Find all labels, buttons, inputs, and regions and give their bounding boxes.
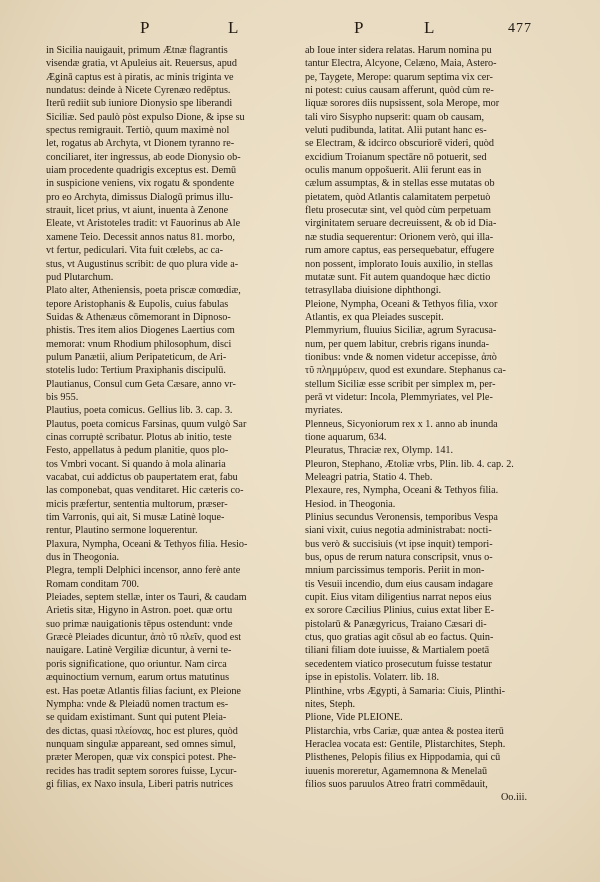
right-column-line: Meleagri patria, Statio 4. Theb.: [305, 472, 433, 483]
left-column-line: spectus remigrauit. Tertiò, quum maximè nol: [46, 125, 230, 137]
right-column-line: Plenneus, Sicyoniorum rex x 1. anno ab inunda: [305, 418, 498, 430]
left-column-line: rentur, Plautino sermone loquerentur.: [46, 525, 198, 537]
header-left-letter-p: P: [140, 18, 156, 37]
right-column-line: bus verò & succisiuis (vt ipse inquit) tempori-: [305, 538, 493, 550]
right-column-line: nites, Steph.: [305, 698, 356, 710]
right-column-line: Plisthenes, Pelopis filius ex Hippodamia, qui cū: [305, 752, 501, 764]
left-column-line: Plautianus, Consul cum Geta Cæsare, anno vr-: [46, 378, 236, 390]
right-column-line: Plexaure, res, Nympha, Oceani & Tethyos filia.: [305, 485, 499, 497]
left-column-line: dus in Theogonia.: [46, 552, 120, 564]
right-column-line: ab Ioue inter sidera relatas. Harum nomina pu: [305, 45, 492, 56]
left-column-line: Plegra, templi Delphici incensor, anno ferè ante: [46, 565, 241, 577]
right-column-line: tiliani filiam dote iuuisse, & Martialem poetā: [305, 645, 490, 657]
right-column-line: mnium parcissimus temporis. Periit in mon-: [305, 565, 485, 577]
header-right-letter-p: P: [354, 18, 370, 37]
left-column-line: nunquam singulæ appareant, sed omnes simul,: [46, 738, 236, 750]
left-column-line: Romam conditam 700.: [46, 578, 140, 590]
right-column-line: tione aquarum, 634.: [305, 431, 387, 443]
signature-mark: Oo.iii.: [500, 792, 527, 804]
left-column-line: pulum Panætii, alium Peripateticum, de Ari-: [46, 351, 227, 363]
left-column-line: cinas corruptè scribatur. Plotus ab initio, teste: [46, 431, 232, 443]
header-right-letter-l: L: [424, 18, 441, 37]
left-column-line: nauigare. Latinè Vergiliæ dicuntur, à verni te-: [46, 645, 232, 657]
right-column-line: tis Vesuii incendio, dum eius causam indagare: [305, 578, 493, 590]
left-column-line: las componebat, quas venditaret. Hic cæteris co-: [46, 485, 244, 497]
left-column-line: Æginā captus est à piratis, ac minis triginta ve: [46, 71, 234, 83]
right-column-line: non possent, implorato Iouis auxilio, in stellas: [305, 258, 493, 270]
left-text-column: [46, 44, 304, 791]
left-column-line: Plato alter, Atheniensis, poeta priscæ comœdiæ,: [46, 285, 241, 297]
right-column-line: excidium Troianum spectāre nō potuerit, sed: [305, 151, 487, 163]
left-column-line: Græcè Pleiades dicuntur, ἀπὸ τῦ πλεῖν, quod est: [46, 632, 242, 644]
running-header: [0, 18, 600, 40]
right-column-line: stellum Siciliæ esse scribit per simplex m, per-: [305, 378, 496, 390]
right-column-line: Plinius secundus Veronensis, temporibus Vespa: [305, 512, 498, 524]
left-column-line: præter Meropen, quæ vix conspici potest. Phe-: [46, 752, 237, 764]
right-column-line: secedentem viatico prosecutum fuisse testatur: [305, 658, 492, 670]
right-column-line: ni potest: cuius causam afferunt, quòd cùm re-: [305, 85, 494, 97]
left-column-line: recides has tradit septem sorores fuisse, Lycur-: [46, 765, 237, 777]
right-column-line: ex sorore Cæcilius Plinius, cuius extat liber E-: [305, 605, 495, 617]
right-column-line: Atlantis, ex qua Pleiades suscepit.: [305, 311, 444, 323]
right-column-line: iuuenis moreretur, Agamemnona & Menelaū: [305, 765, 488, 777]
right-column-line: Pleuratus, Thraciæ rex, Olymp. 141.: [305, 445, 454, 457]
right-column-line: bus, opus de rerum natura conscripsit, vnus o-: [305, 552, 493, 564]
left-column-line: tim Varronis, qui ait, Si musæ Latinè loque-: [46, 512, 225, 524]
right-column-line: cupit. Eius vitam diligentius narrat nepos eius: [305, 592, 492, 604]
left-column-line: tos Vmbri vocant. Si quando à mola alinaria: [46, 458, 226, 470]
left-column-line: gi filias, ex Naxo insula, Liberi patris nutrices: [46, 778, 234, 790]
right-column-line: τῦ πλημμύρειν, quod est exundare. Stephanus ca-: [305, 365, 506, 377]
left-column-line: uiam procedente quadrigis exceptus est. Demū: [46, 165, 237, 177]
right-column-line: tionibus: vnde & nomen videtur accepisse, ἀπὸ: [305, 351, 497, 363]
right-column-line: næ studia sequerentur: Orionem verò, qui illa-: [305, 231, 494, 243]
right-column-line: num, per quem labitur, crebris rigans inunda-: [305, 338, 490, 350]
left-column-line: stotelis ludo: Tertium Praxiphanis discipulū.: [46, 365, 226, 377]
right-column-line: ctus, quo gratias agit cōsul ab eo factus. Quin-: [305, 632, 494, 644]
right-column-line: rum amore captus, eas persequebatur, effugere: [305, 245, 495, 257]
left-column-line: bis 955.: [46, 391, 79, 403]
right-column-line: Plinthine, vrbs Ægypti, à Samaria: Ciuis, Plinthi-: [305, 685, 506, 697]
right-column-line: oculis manum oppošuerit. Alii ferunt eas in: [305, 165, 482, 177]
right-column-line: pietatem, quòd Atlantis calamitatem perpetuò: [305, 191, 491, 203]
right-column-line: mutatæ sunt. Fit autem quandoque hæc dictio: [305, 271, 491, 283]
left-column-line: des dictas, quasi πλείονας, hoc est plures, quòd: [46, 725, 238, 737]
right-column-line: siani vixit, cuius negotia administrabat: nocti-: [305, 525, 492, 537]
left-column-line: Plautus, poeta comicus Farsinas, quum vulgò Sar: [46, 418, 247, 430]
left-column-line: micis præfertur, sententia multorum, præser-: [46, 498, 228, 510]
right-column-line: tali viro Sisypho nupserit: quam ob causam,: [305, 111, 485, 123]
left-column-line: Siciliæ. Sed paulò pòst expulso Dione, & ipse su: [46, 111, 245, 123]
left-column-line: Arietis sitæ, Higyno in Astron. poet. quæ ortu: [46, 605, 233, 617]
left-column-line: æquinoctium vernum, earum ortus matutinus: [46, 672, 230, 684]
left-column-line: Plautius, poeta comicus. Gellius lib. 3. cap. 3.: [46, 405, 233, 417]
left-column-line: est. Has poetæ Atlantis filias faciunt, ex Pleione: [46, 685, 241, 697]
right-column-line: Plemmyrium, fluuius Siciliæ, agrum Syracusa-: [305, 325, 497, 337]
left-column-line: Festo, appellatus à pedum planitie, quos plo-: [46, 445, 229, 457]
left-column-line: strauit, licet prius, vt aiunt, inuenta à Zenone: [46, 205, 229, 217]
right-column-line: tetrasyllaba diuisione diphthongi.: [305, 285, 442, 297]
left-column-line: tepore Aristophanis & Eupolis, cuius fabulas: [46, 298, 229, 310]
left-column-line: Eleate, vt Aristoteles tradit: vt Fauorinus ab Ale: [46, 218, 241, 230]
left-column-line: se quidam existimant. Sunt qui putent Pleia-: [46, 712, 227, 724]
right-column-line: pe, Taygete, Merope: quarum septima vix cer-: [305, 71, 493, 83]
right-column-line: liquæ sorores diis nupsissent, sola Merope, mor: [305, 98, 500, 110]
left-column-line: poris significatione, quo oriuntur. Nam circa: [46, 658, 227, 670]
right-column-line: Heraclea vocata est: Gentile, Plistarchites, Steph.: [305, 738, 506, 750]
left-column-line: stus, vt Augustinus scribit: de quo plura vide a-: [46, 258, 239, 270]
left-column-line: xamene Teio. Decessit annos natus 81. morbo,: [46, 231, 235, 243]
header-left-letter-l: L: [228, 18, 245, 37]
left-column-line: phistis. Tres item alios Diogenes Laertius com: [46, 325, 235, 337]
right-column-line: ipse in epistolis. Volaterr. lib. 18.: [305, 672, 440, 684]
right-column-line: perā vt videtur: Incola, Plemmyriates, vel Ple-: [305, 391, 493, 403]
right-column-line: filios suos paruulos Atreo fratri commēdauit,: [305, 778, 488, 790]
right-column-line: veluti pudibunda, latitat. Alii putant hanc es-: [305, 125, 487, 137]
left-column-line: nundatus: deinde à Nicete Cyrenæo redēptus.: [46, 85, 231, 97]
left-column-line: Pleiades, septem stellæ, inter os Tauri, & caudam: [46, 592, 247, 604]
right-column-line: Plistarchia, vrbs Cariæ, quæ antea & postea iterū: [305, 725, 504, 737]
left-column-line: Nympha: vnde & Pleiadū nomen tractum es-: [46, 698, 229, 710]
left-column-line: conciliaret, iter ingressus, ab eode Dionysio ob-: [46, 151, 241, 163]
left-column-line: suo primæ nauigationis tēpus ostendunt: vnde: [46, 618, 233, 630]
page-number: 477: [508, 21, 532, 36]
right-column-line: pistolarū & Panægyricus, Traiano Cæsari di-: [305, 618, 487, 630]
right-column-line: Pleione, Nympha, Oceani & Tethyos filia, vxor: [305, 298, 498, 310]
right-column-line: se Electram, & idcirco obscuriorē videri, quòd: [305, 138, 494, 150]
left-column-line: pro eo Archyta, dimissus Dialogū primus illu-: [46, 191, 234, 203]
left-column-line: vt fertur, pediculari. Vita fuit cœlebs, ac ca-: [46, 245, 223, 257]
right-column-line: Hesiod. in Theogonia.: [305, 498, 396, 510]
right-column-line: Pleuron, Stephano, Ætoliæ vrbs, Plin. lib. 4. cap. 2.: [305, 458, 514, 470]
left-column-line: visendæ gratia, vt Apuleius ait. Reuersus, apud: [46, 58, 237, 70]
left-column-line: in suspicione veniens, vix rogatu & spondente: [46, 178, 235, 190]
right-text-column: [305, 44, 567, 805]
left-column-line: let, rogatus ab Archyta, vt Dionem tyranno re-: [46, 138, 235, 150]
right-column-line: cælum assumptas, & in stellas esse mutatas ob: [305, 178, 495, 190]
left-column-line: Plaxura, Nympha, Oceani & Tethyos filia. Hesio-: [46, 538, 248, 550]
right-column-line: virginitatem seruare decreuissent, & ob id Dia-: [305, 218, 497, 230]
left-column-line: memorat: vnum Rhodium philosophum, disci: [46, 338, 232, 350]
right-column-line: tantur Electra, Alcyone, Celæno, Maia, Astero-: [305, 58, 497, 70]
left-column-line: Iterū rediit sub iuniore Dionysio spe liberandi: [46, 98, 233, 110]
right-column-line: Plione, Vide PLEIONE.: [305, 712, 403, 724]
left-column-line: in Sicilia nauigauit, primum Ætnæ flagrantis: [46, 45, 228, 56]
left-column-line: Suidas & Athenæus cōmemorant in Dipnoso-: [46, 311, 231, 323]
left-column-line: pud Plutarchum.: [46, 271, 114, 283]
left-column-line: vacabat, cui addictus ob paupertatem erat, fabu: [46, 472, 238, 483]
right-column-line: myriates.: [305, 405, 343, 417]
right-column-line: fletu prosecutæ sint, vel quòd cùm perpetuam: [305, 205, 491, 217]
